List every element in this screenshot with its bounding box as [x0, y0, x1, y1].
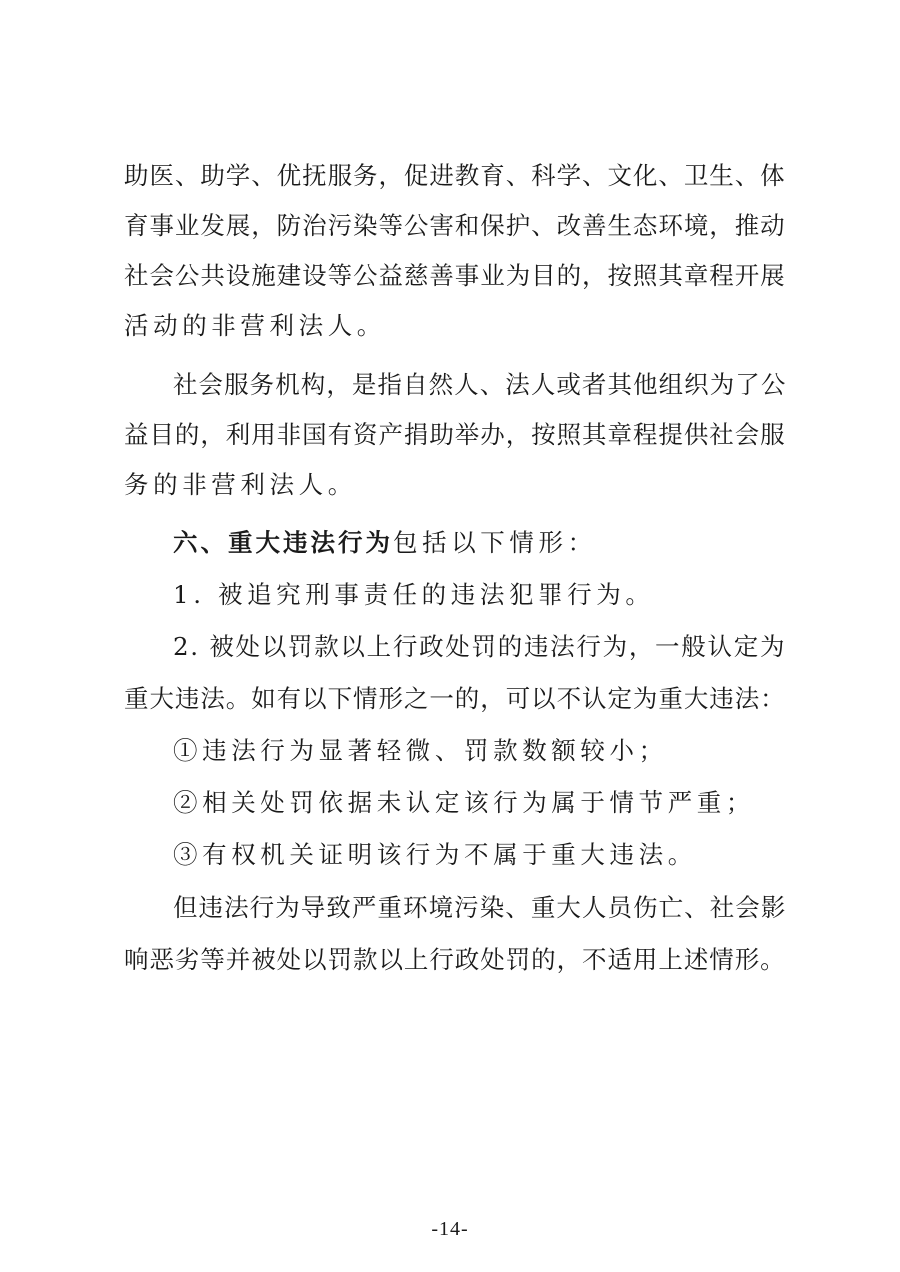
section-heading: 六、重大违法行为: [173, 528, 393, 557]
section-heading-line: [173, 528, 597, 558]
list-item: 2. 被处以罚款以上行政处罚的违法行为，一般认定为: [173, 632, 787, 661]
page-number: -14-: [431, 1218, 469, 1240]
list-item: ②相关处罚依据未认定该行为属于情节严重；: [173, 788, 755, 817]
paragraph-line: 育事业发展，防治污染等公害和保护、改善生态环境，推动: [124, 211, 786, 240]
paragraph-line: 益目的，利用非国有资产捐助举办，按照其章程提供社会服: [124, 420, 786, 449]
list-item: ①违法行为显著轻微、罚款数额较小；: [173, 736, 668, 765]
paragraph-line: 社会服务机构，是指自然人、法人或者其他组织为了公: [173, 370, 787, 399]
paragraph-line: 社会公共设施建设等公益慈善事业为目的，按照其章程开展: [124, 261, 786, 290]
paragraph-line: 重大违法。如有以下情形之一的，可以不认定为重大违法：: [124, 684, 786, 713]
section-heading-rest: 包括以下情形：: [393, 528, 597, 557]
paragraph-line: 务的非营利法人。: [124, 470, 357, 499]
paragraph-line: 响恶劣等并被处以罚款以上行政处罚的，不适用上述情形。: [124, 945, 786, 974]
list-item: ③有权机关证明该行为不属于重大违法。: [173, 840, 697, 869]
paragraph-line: 但违法行为导致严重环境污染、重大人员伤亡、社会影: [173, 893, 787, 922]
paragraph-line: 助医、助学、优抚服务，促进教育、科学、文化、卫生、体: [124, 161, 786, 190]
list-item: 1. 被追究刑事责任的违法犯罪行为。: [173, 580, 655, 609]
paragraph-line: 活动的非营利法人。: [124, 311, 386, 340]
